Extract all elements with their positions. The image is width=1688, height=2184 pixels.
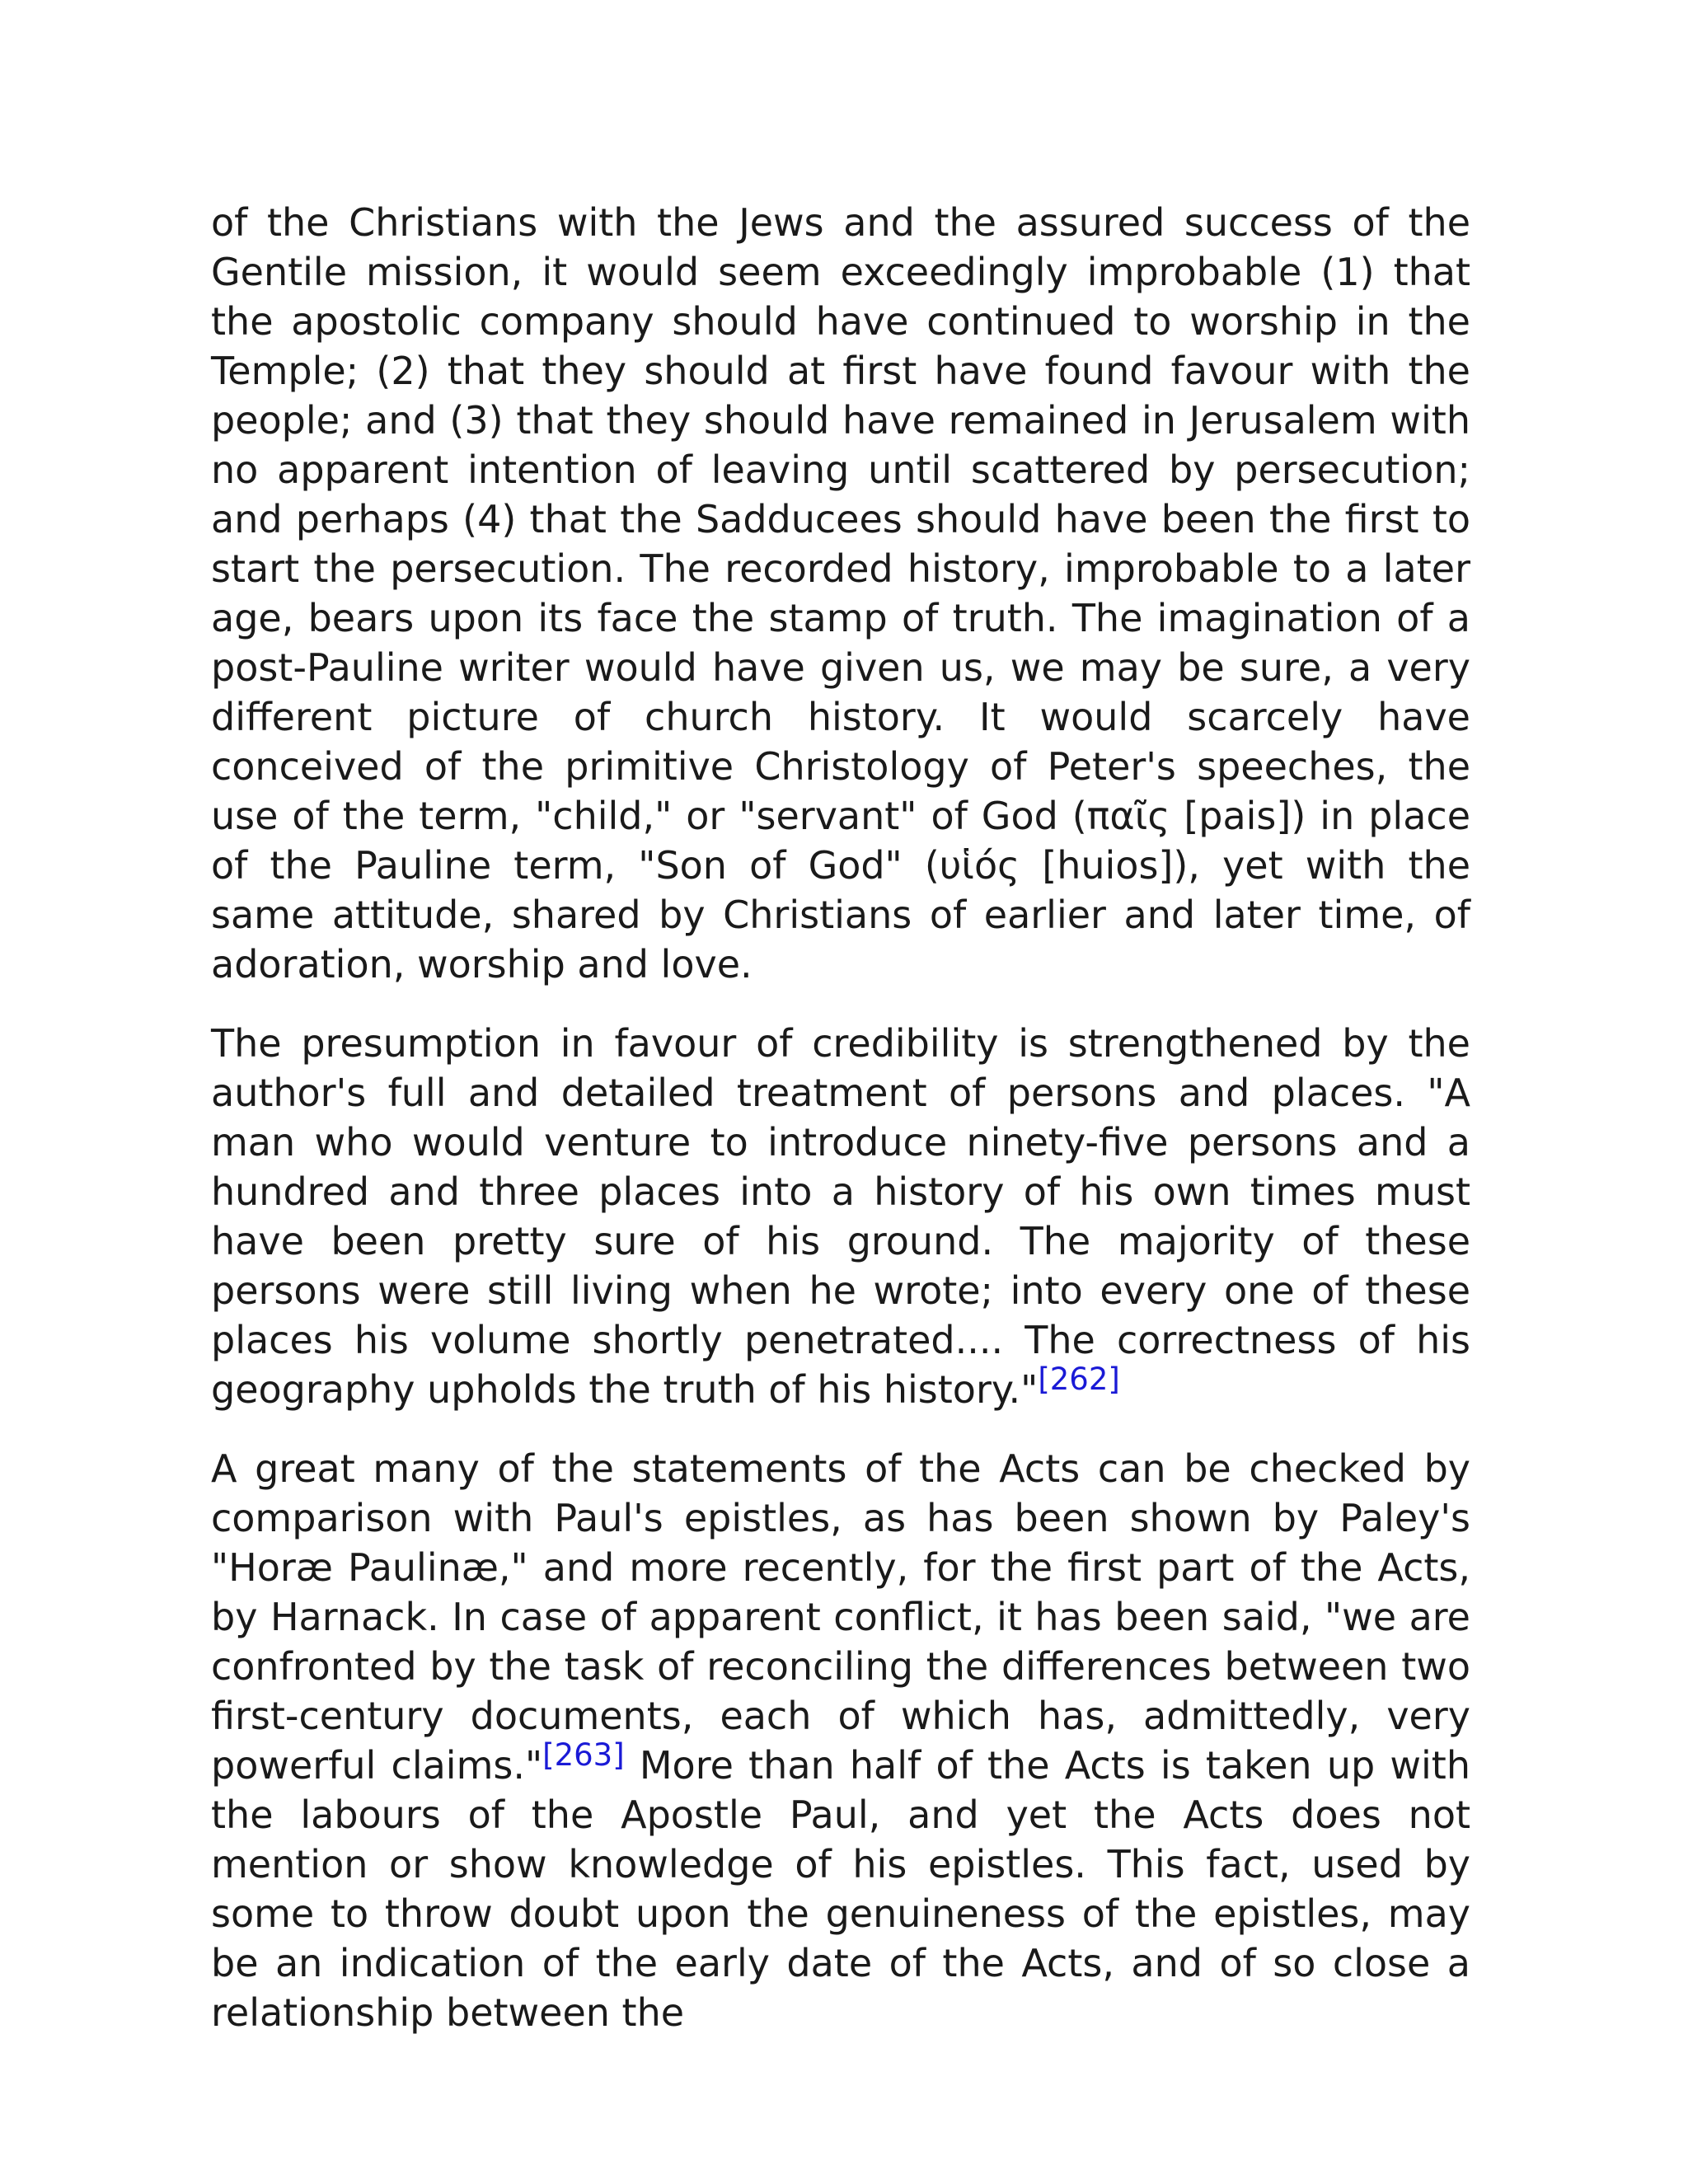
paragraph-text: More than half of the Acts is taken up with the labours of the Apostle Paul, and yet the Acts does not mention or show knowledge of his epistles. This fact, used by some to throw doubt upon the genuineness of the epistles, may be an indication of the early date of the Acts, and of so close a relationship between the bbox=[211, 1743, 1470, 2035]
page-body bbox=[211, 198, 1470, 2067]
paragraph-3 bbox=[211, 1444, 1470, 2037]
paragraph-1 bbox=[211, 198, 1470, 989]
paragraph-text: The presumption in favour of credibility is strengthened by the author's full and detailed treatment of persons and places. "A man who would venture to introduce ninety-five persons and a hundred and three places into a history of his own times must have been pretty sure of his ground. The majority of these persons were still living when he wrote; into every one of these places his volume shortly penetrated.... The correctness of his geography upholds the truth of his history." bbox=[211, 1021, 1470, 1412]
paragraph-text: of the Christians with the Jews and the assured success of the Gentile mission, it would seem exceedingly improbable (1) that the apostolic company should have continued to worship in the Temple; (2) that they should at first have found favour with the people; and (3) that they should have remained in Jerusalem with no apparent intention of leaving until scattered by persecution; and perhaps (4) that the Sadducees should have been the first to start the persecution. The recorded history, improbable to a later age, bears upon its face the stamp of truth. The imagination of a post-Pauline writer would have given us, we may be sure, a very different picture of church history. It would scarcely have conceived of the primitive Christology of Peter's speeches, the use of the term, "child," or "servant" of God (παῖς [pais]) in place of the Pauline term, "Son of God" (υἱός [huios]), yet with the same attitude, shared by Christians of earlier and later time, of adoration, worship and love. bbox=[211, 200, 1470, 987]
paragraph-2 bbox=[211, 1019, 1470, 1414]
footnote-link-262[interactable]: [262] bbox=[1038, 1361, 1120, 1397]
footnote-link-263[interactable]: [263] bbox=[542, 1737, 625, 1773]
paragraph-text: A great many of the statements of the Acts can be checked by comparison with Paul's epistles, as has been shown by Paley's "Horæ Paulinæ," and more recently, for the first part of the Acts, by Harnack. In case of apparent conflict, it has been said, "we are confronted by the task of reconciling the differences between two first-century documents, each of which has, admittedly, very powerful claims." bbox=[211, 1446, 1470, 1788]
